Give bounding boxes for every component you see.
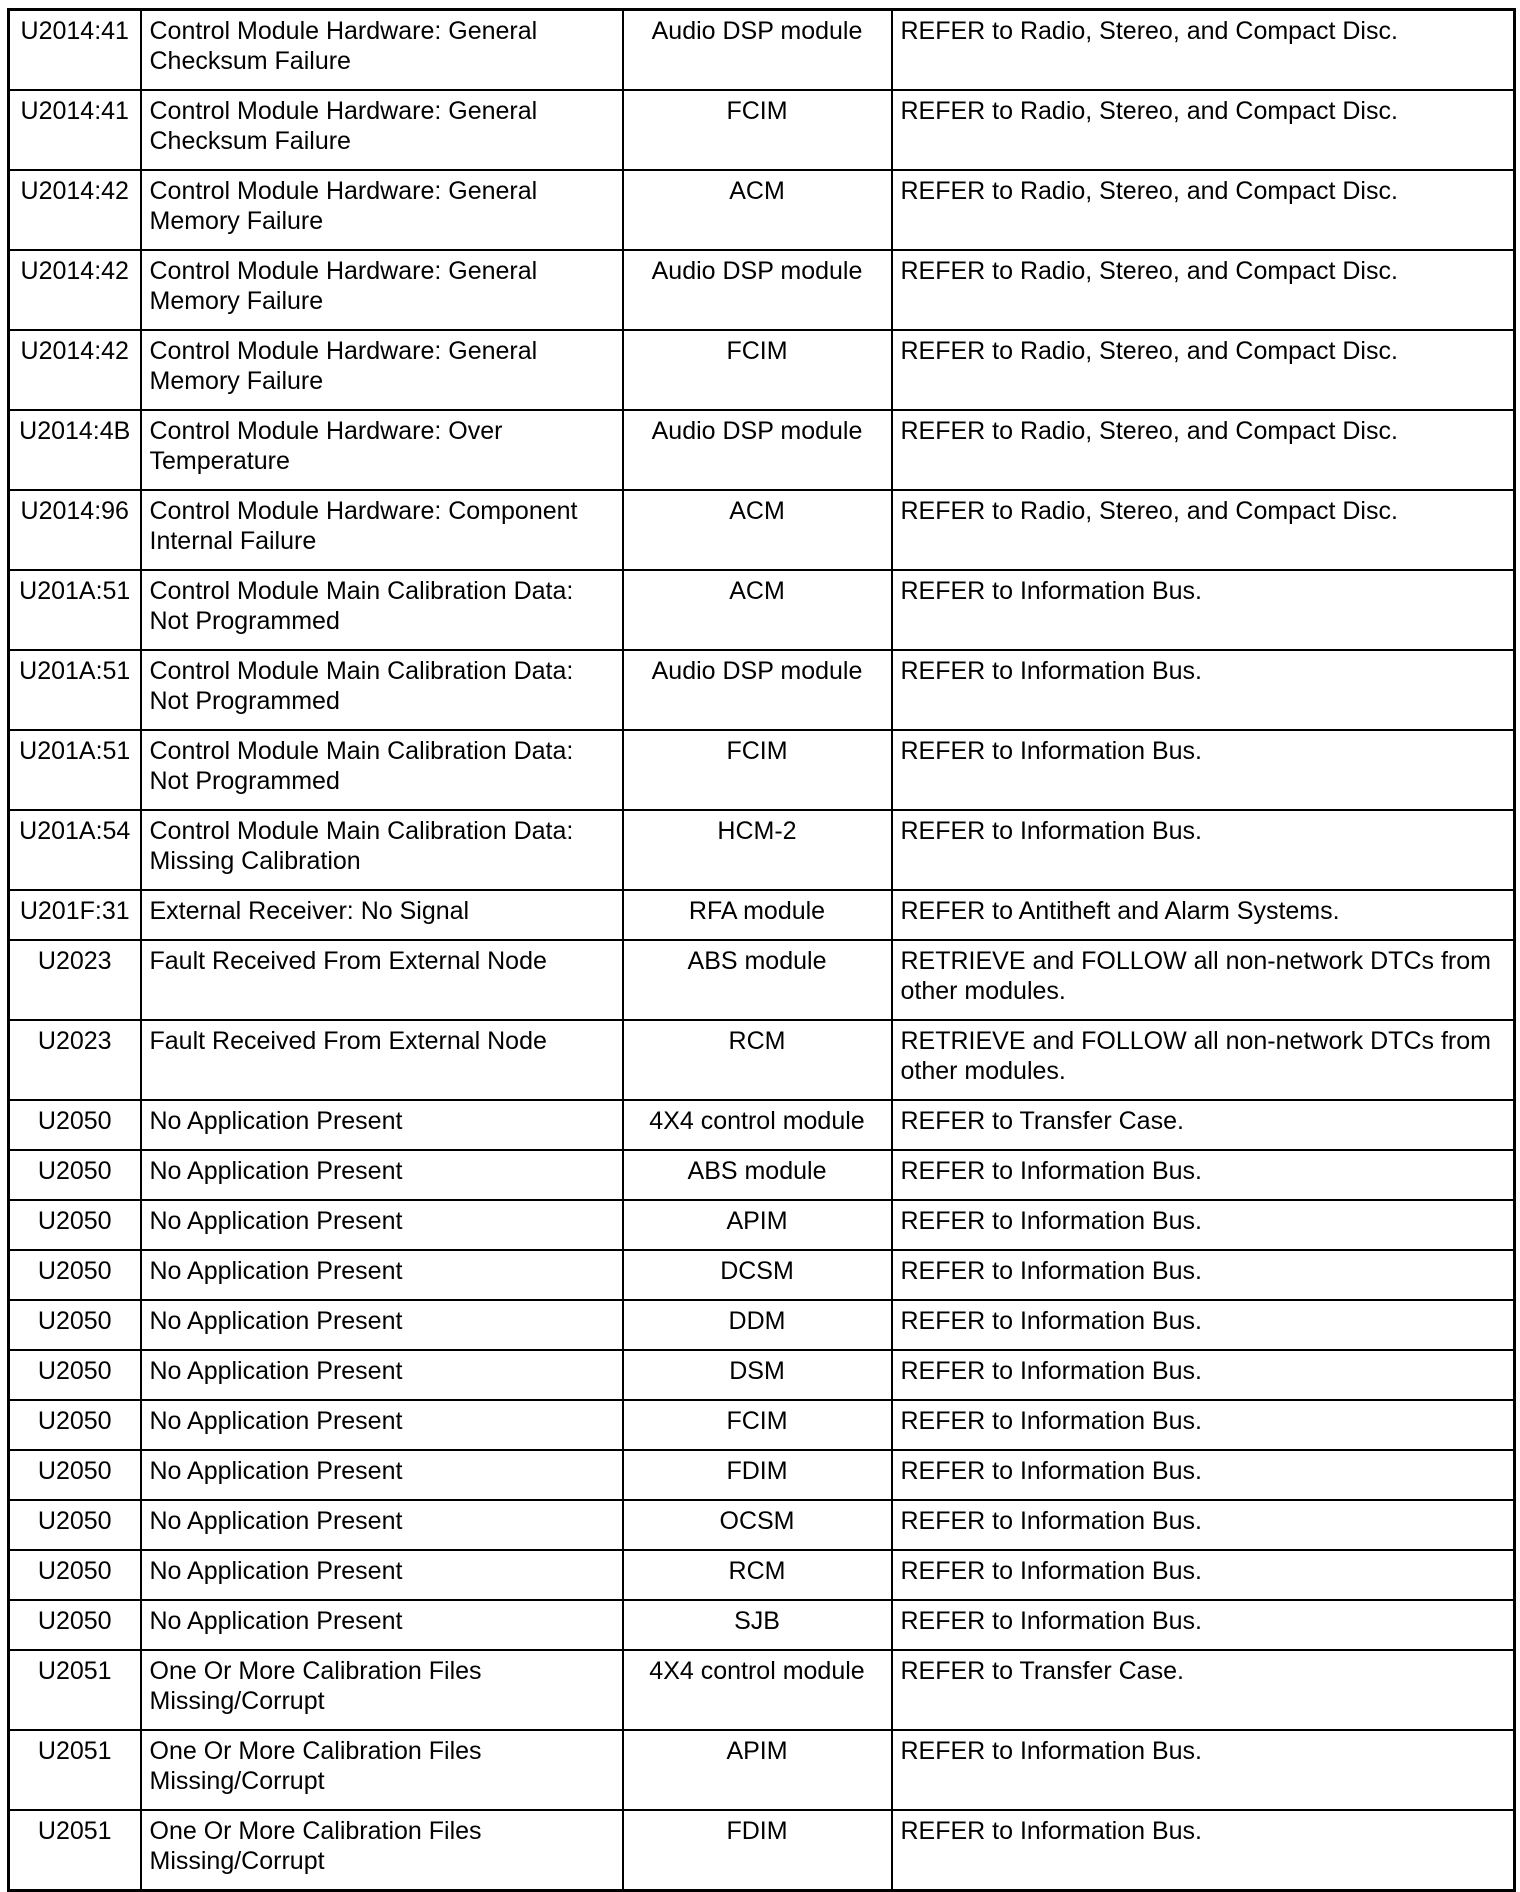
action-cell: REFER to Information Bus. bbox=[892, 1500, 1515, 1550]
dtc-code-cell: U2014:4B bbox=[9, 410, 141, 490]
table-row bbox=[9, 1730, 1515, 1810]
table-row bbox=[9, 170, 1515, 250]
table-row bbox=[9, 730, 1515, 810]
description-cell: One Or More Calibration Files Missing/Corrupt bbox=[141, 1650, 623, 1730]
description-cell: Control Module Main Calibration Data: Not Programmed bbox=[141, 650, 623, 730]
table-row bbox=[9, 1250, 1515, 1300]
dtc-table bbox=[7, 8, 1516, 1892]
description-cell: Control Module Main Calibration Data: Missing Calibration bbox=[141, 810, 623, 890]
table-row bbox=[9, 1020, 1515, 1100]
description-cell: Fault Received From External Node bbox=[141, 1020, 623, 1100]
dtc-code-cell: U201F:31 bbox=[9, 890, 141, 940]
module-cell: HCM-2 bbox=[623, 810, 892, 890]
table-row bbox=[9, 1450, 1515, 1500]
table-row bbox=[9, 10, 1515, 91]
module-cell: FCIM bbox=[623, 330, 892, 410]
dtc-code-cell: U201A:51 bbox=[9, 570, 141, 650]
module-cell: 4X4 control module bbox=[623, 1100, 892, 1150]
action-cell: REFER to Information Bus. bbox=[892, 1730, 1515, 1810]
dtc-code-cell: U2050 bbox=[9, 1550, 141, 1600]
dtc-code-cell: U2051 bbox=[9, 1810, 141, 1891]
description-cell: Control Module Main Calibration Data: Not Programmed bbox=[141, 570, 623, 650]
action-cell: REFER to Radio, Stereo, and Compact Disc. bbox=[892, 330, 1515, 410]
description-cell: One Or More Calibration Files Missing/Corrupt bbox=[141, 1810, 623, 1891]
action-cell: REFER to Information Bus. bbox=[892, 1350, 1515, 1400]
description-cell: No Application Present bbox=[141, 1600, 623, 1650]
module-cell: RFA module bbox=[623, 890, 892, 940]
dtc-code-cell: U2050 bbox=[9, 1450, 141, 1500]
module-cell: RCM bbox=[623, 1020, 892, 1100]
description-cell: No Application Present bbox=[141, 1100, 623, 1150]
module-cell: OCSM bbox=[623, 1500, 892, 1550]
module-cell: ACM bbox=[623, 170, 892, 250]
action-cell: REFER to Information Bus. bbox=[892, 1150, 1515, 1200]
action-cell: REFER to Radio, Stereo, and Compact Disc. bbox=[892, 170, 1515, 250]
module-cell: FDIM bbox=[623, 1450, 892, 1500]
table-row bbox=[9, 1550, 1515, 1600]
description-cell: Control Module Hardware: General Memory Failure bbox=[141, 250, 623, 330]
table-row bbox=[9, 90, 1515, 170]
module-cell: Audio DSP module bbox=[623, 250, 892, 330]
table-row bbox=[9, 570, 1515, 650]
module-cell: Audio DSP module bbox=[623, 410, 892, 490]
table-row bbox=[9, 1200, 1515, 1250]
table-row bbox=[9, 1500, 1515, 1550]
dtc-code-cell: U2023 bbox=[9, 1020, 141, 1100]
table-row bbox=[9, 940, 1515, 1020]
description-cell: No Application Present bbox=[141, 1450, 623, 1500]
module-cell: FCIM bbox=[623, 730, 892, 810]
module-cell: APIM bbox=[623, 1730, 892, 1810]
action-cell: REFER to Information Bus. bbox=[892, 1300, 1515, 1350]
table-row bbox=[9, 650, 1515, 730]
dtc-code-cell: U2014:41 bbox=[9, 10, 141, 91]
description-cell: No Application Present bbox=[141, 1350, 623, 1400]
description-cell: One Or More Calibration Files Missing/Corrupt bbox=[141, 1730, 623, 1810]
table-row bbox=[9, 330, 1515, 410]
table-row bbox=[9, 1600, 1515, 1650]
description-cell: No Application Present bbox=[141, 1200, 623, 1250]
module-cell: Audio DSP module bbox=[623, 10, 892, 91]
action-cell: REFER to Radio, Stereo, and Compact Disc. bbox=[892, 10, 1515, 91]
module-cell: SJB bbox=[623, 1600, 892, 1650]
dtc-code-cell: U2050 bbox=[9, 1400, 141, 1450]
table-row bbox=[9, 1650, 1515, 1730]
description-cell: Fault Received From External Node bbox=[141, 940, 623, 1020]
table-row bbox=[9, 1400, 1515, 1450]
table-row bbox=[9, 1100, 1515, 1150]
action-cell: REFER to Transfer Case. bbox=[892, 1650, 1515, 1730]
description-cell: External Receiver: No Signal bbox=[141, 890, 623, 940]
description-cell: Control Module Hardware: General Memory Failure bbox=[141, 330, 623, 410]
dtc-code-cell: U2051 bbox=[9, 1650, 141, 1730]
action-cell: REFER to Information Bus. bbox=[892, 650, 1515, 730]
dtc-code-cell: U2050 bbox=[9, 1150, 141, 1200]
table-row bbox=[9, 1810, 1515, 1891]
table-row bbox=[9, 1350, 1515, 1400]
module-cell: Audio DSP module bbox=[623, 650, 892, 730]
dtc-code-cell: U2050 bbox=[9, 1500, 141, 1550]
dtc-code-cell: U2014:42 bbox=[9, 170, 141, 250]
module-cell: ACM bbox=[623, 570, 892, 650]
dtc-code-cell: U201A:51 bbox=[9, 650, 141, 730]
action-cell: RETRIEVE and FOLLOW all non-network DTCs from other modules. bbox=[892, 940, 1515, 1020]
dtc-code-cell: U201A:54 bbox=[9, 810, 141, 890]
dtc-code-cell: U2050 bbox=[9, 1300, 141, 1350]
description-cell: No Application Present bbox=[141, 1500, 623, 1550]
action-cell: REFER to Information Bus. bbox=[892, 730, 1515, 810]
table-row bbox=[9, 810, 1515, 890]
module-cell: DDM bbox=[623, 1300, 892, 1350]
description-cell: No Application Present bbox=[141, 1250, 623, 1300]
module-cell: DCSM bbox=[623, 1250, 892, 1300]
dtc-code-cell: U2023 bbox=[9, 940, 141, 1020]
description-cell: No Application Present bbox=[141, 1550, 623, 1600]
action-cell: REFER to Radio, Stereo, and Compact Disc. bbox=[892, 250, 1515, 330]
description-cell: Control Module Hardware: Over Temperature bbox=[141, 410, 623, 490]
table-row bbox=[9, 250, 1515, 330]
dtc-code-cell: U2014:96 bbox=[9, 490, 141, 570]
action-cell: REFER to Transfer Case. bbox=[892, 1100, 1515, 1150]
dtc-code-cell: U2050 bbox=[9, 1600, 141, 1650]
action-cell: REFER to Information Bus. bbox=[892, 1400, 1515, 1450]
dtc-code-cell: U201A:51 bbox=[9, 730, 141, 810]
action-cell: REFER to Information Bus. bbox=[892, 570, 1515, 650]
description-cell: Control Module Hardware: Component Internal Failure bbox=[141, 490, 623, 570]
action-cell: REFER to Information Bus. bbox=[892, 1200, 1515, 1250]
table-row bbox=[9, 1300, 1515, 1350]
module-cell: ACM bbox=[623, 490, 892, 570]
module-cell: FDIM bbox=[623, 1810, 892, 1891]
module-cell: 4X4 control module bbox=[623, 1650, 892, 1730]
dtc-code-cell: U2050 bbox=[9, 1200, 141, 1250]
action-cell: REFER to Information Bus. bbox=[892, 810, 1515, 890]
action-cell: REFER to Information Bus. bbox=[892, 1600, 1515, 1650]
action-cell: REFER to Radio, Stereo, and Compact Disc. bbox=[892, 410, 1515, 490]
dtc-code-cell: U2050 bbox=[9, 1250, 141, 1300]
description-cell: Control Module Hardware: General Checksum Failure bbox=[141, 90, 623, 170]
module-cell: ABS module bbox=[623, 1150, 892, 1200]
description-cell: No Application Present bbox=[141, 1150, 623, 1200]
description-cell: Control Module Hardware: General Memory Failure bbox=[141, 170, 623, 250]
module-cell: RCM bbox=[623, 1550, 892, 1600]
description-cell: Control Module Hardware: General Checksum Failure bbox=[141, 10, 623, 91]
table-row bbox=[9, 890, 1515, 940]
module-cell: FCIM bbox=[623, 90, 892, 170]
description-cell: No Application Present bbox=[141, 1300, 623, 1350]
action-cell: REFER to Information Bus. bbox=[892, 1550, 1515, 1600]
action-cell: REFER to Information Bus. bbox=[892, 1250, 1515, 1300]
dtc-code-cell: U2014:41 bbox=[9, 90, 141, 170]
module-cell: DSM bbox=[623, 1350, 892, 1400]
table-row bbox=[9, 1150, 1515, 1200]
module-cell: FCIM bbox=[623, 1400, 892, 1450]
table-row bbox=[9, 410, 1515, 490]
action-cell: REFER to Information Bus. bbox=[892, 1810, 1515, 1891]
description-cell: Control Module Main Calibration Data: Not Programmed bbox=[141, 730, 623, 810]
action-cell: REFER to Radio, Stereo, and Compact Disc. bbox=[892, 90, 1515, 170]
description-cell: No Application Present bbox=[141, 1400, 623, 1450]
dtc-code-cell: U2050 bbox=[9, 1100, 141, 1150]
table-row bbox=[9, 490, 1515, 570]
dtc-code-cell: U2014:42 bbox=[9, 330, 141, 410]
dtc-code-cell: U2050 bbox=[9, 1350, 141, 1400]
action-cell: REFER to Information Bus. bbox=[892, 1450, 1515, 1500]
action-cell: REFER to Antitheft and Alarm Systems. bbox=[892, 890, 1515, 940]
action-cell: RETRIEVE and FOLLOW all non-network DTCs from other modules. bbox=[892, 1020, 1515, 1100]
module-cell: ABS module bbox=[623, 940, 892, 1020]
action-cell: REFER to Radio, Stereo, and Compact Disc. bbox=[892, 490, 1515, 570]
dtc-code-cell: U2051 bbox=[9, 1730, 141, 1810]
module-cell: APIM bbox=[623, 1200, 892, 1250]
dtc-code-cell: U2014:42 bbox=[9, 250, 141, 330]
